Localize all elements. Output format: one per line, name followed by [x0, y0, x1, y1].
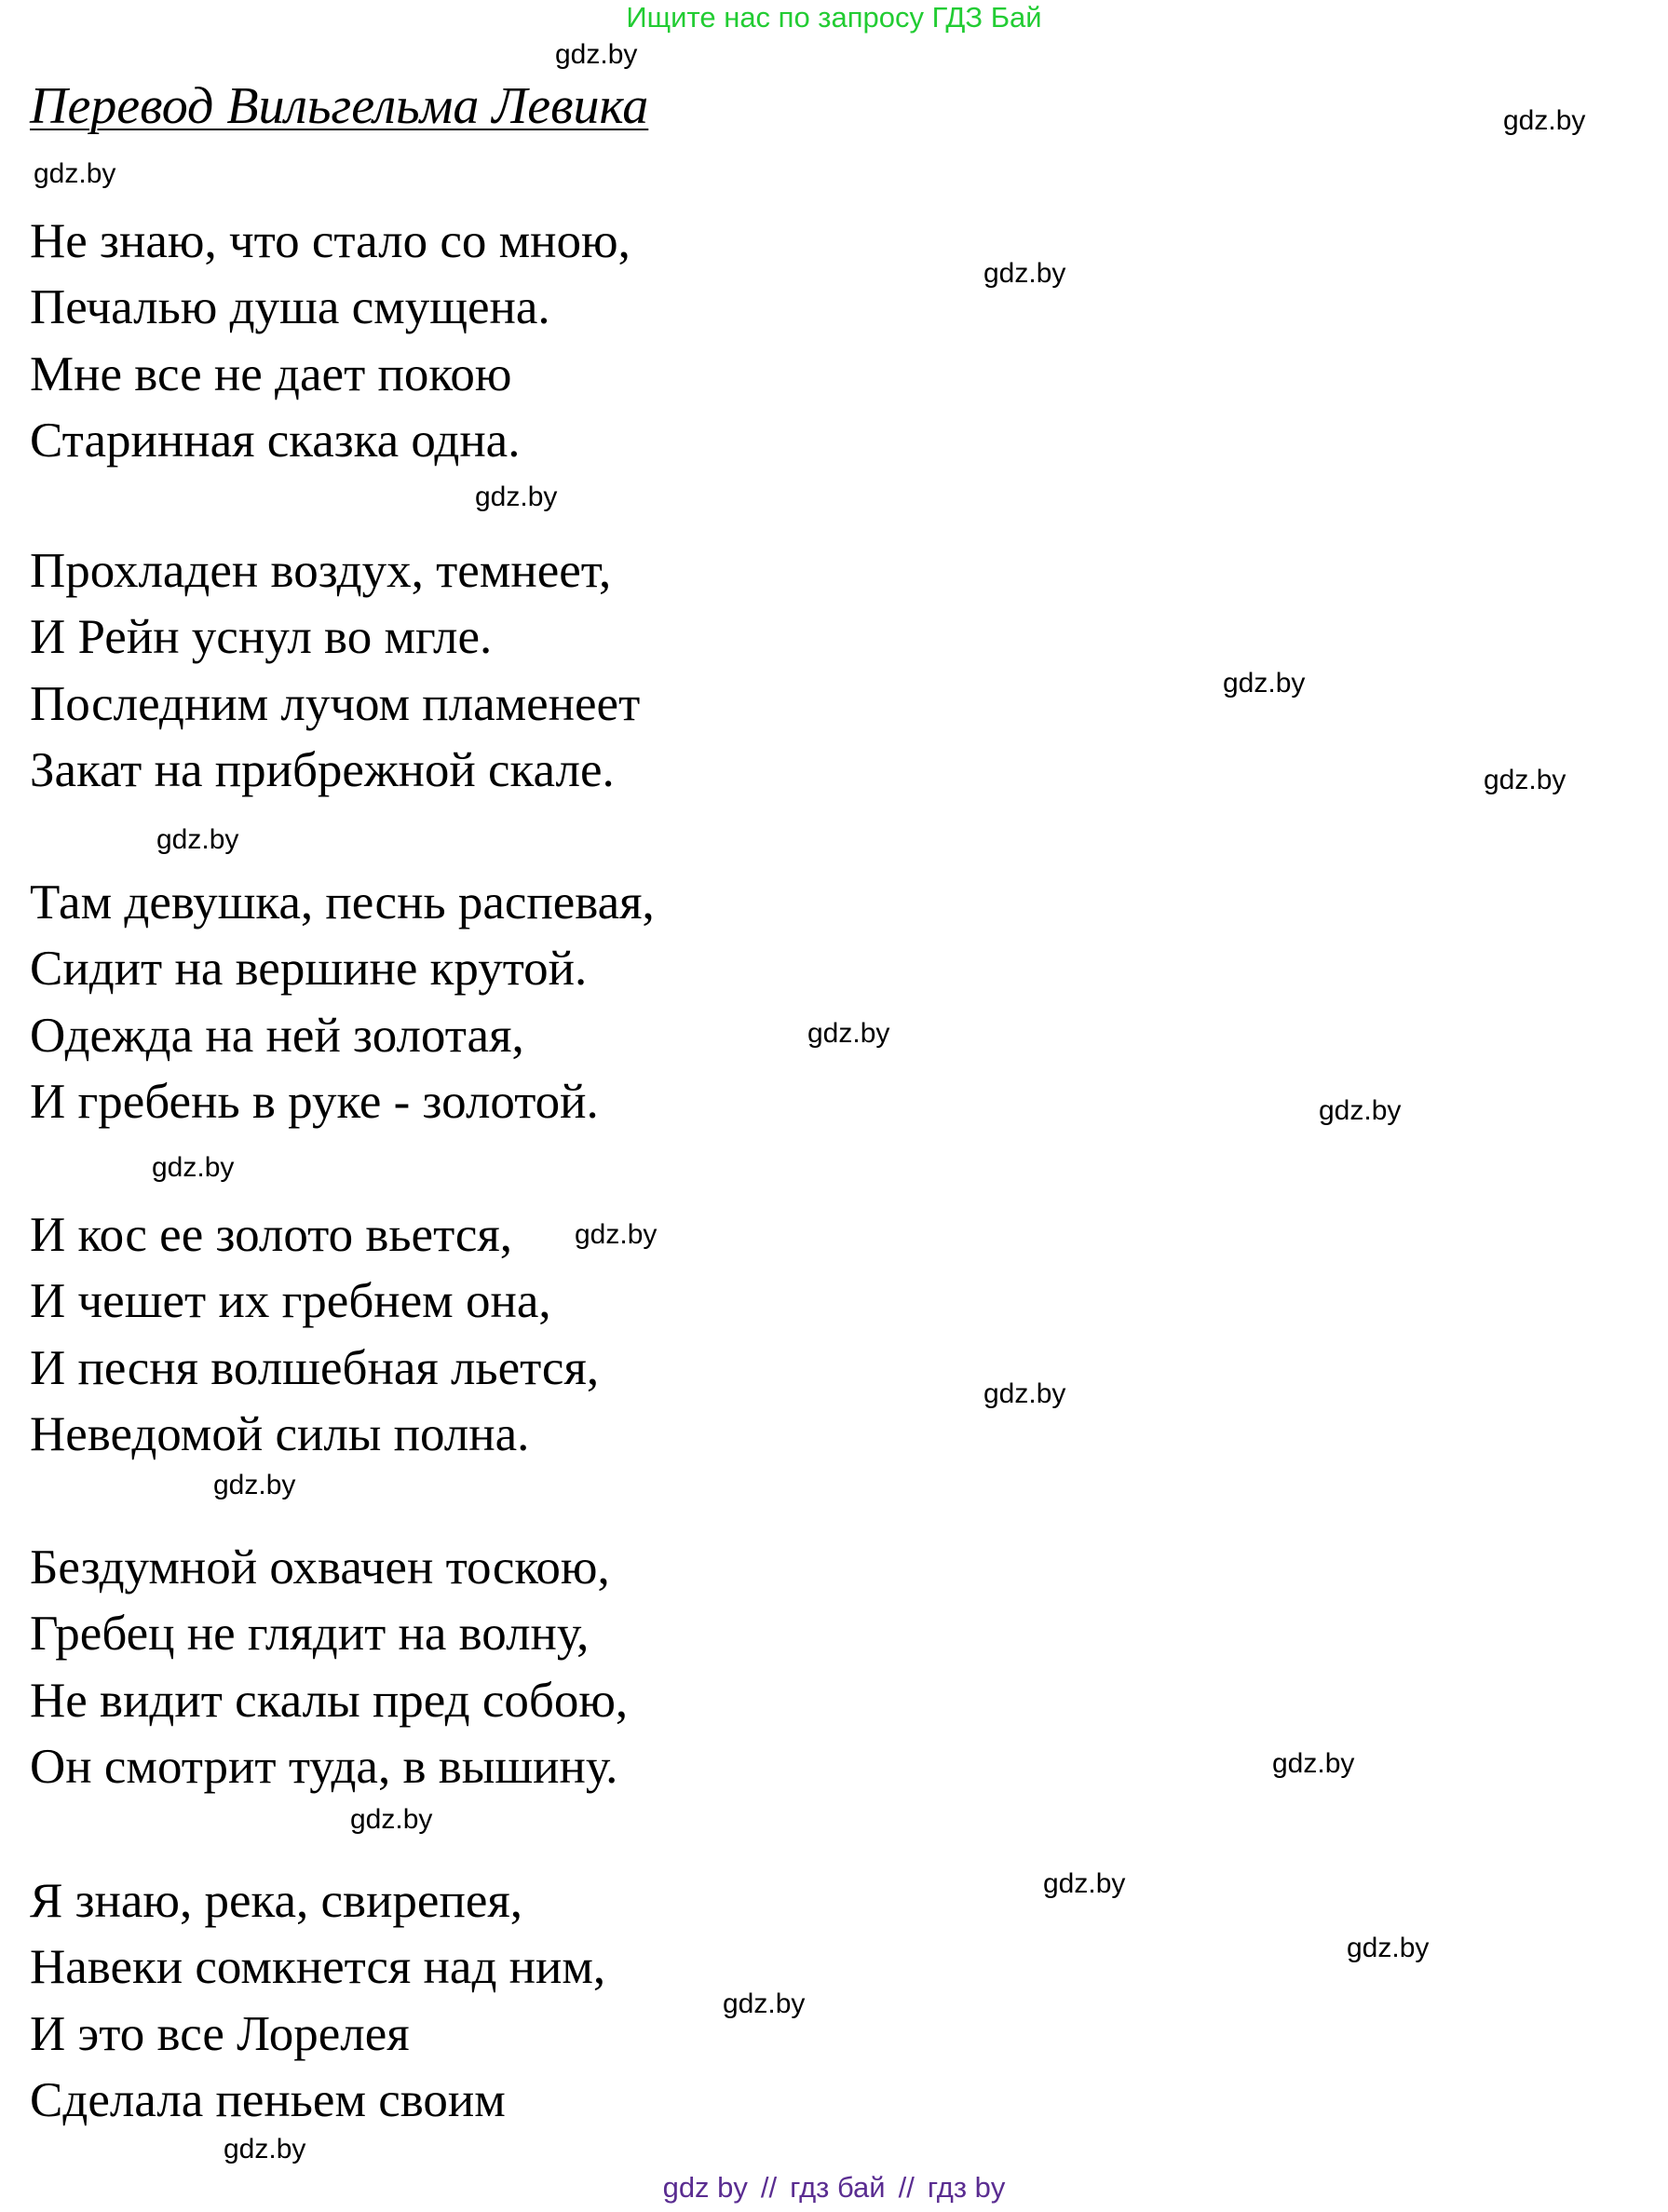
watermark-label: gdz.by	[723, 1988, 806, 2019]
poem-line: Я знаю, река, свирепея,	[30, 1874, 522, 1928]
stanza-5	[30, 1535, 628, 1800]
search-banner: Ищите нас по запросу ГДЗ Бай	[626, 1, 1042, 34]
poem-line: И гребень в руке - золотой.	[30, 1074, 599, 1129]
footer-part: гдз бай	[790, 2171, 886, 2204]
watermark-label: gdz.by	[475, 482, 558, 512]
poem-line: Он смотрит туда, в вышину.	[30, 1739, 618, 1794]
poem-line: И это все Лорелея	[30, 2006, 410, 2061]
watermark-label: gdz.by	[983, 1378, 1066, 1409]
stanza-6	[30, 1868, 605, 2134]
watermark-label: gdz.by	[224, 2134, 306, 2165]
footer-separator: //	[760, 2171, 778, 2204]
poem-line: Старинная сказка одна.	[30, 413, 521, 468]
poem-line: Не знаю, что стало со мною,	[30, 214, 631, 268]
poem-line: Сидит на вершине крутой.	[30, 942, 588, 997]
poem-line: И песня волшебная льется,	[30, 1340, 600, 1395]
watermark-label: gdz.by	[1347, 1933, 1430, 1963]
poem-line: Там девушка, песнь распевая,	[30, 875, 655, 930]
poem-line: И Рейн уснул во мгле.	[30, 610, 493, 665]
watermark-label: gdz.by	[156, 824, 239, 855]
watermark-label: gdz.by	[1223, 668, 1306, 699]
poem-line: Не видит скалы пред собою,	[30, 1673, 629, 1728]
poem-line: Последним лучом пламенеет	[30, 676, 641, 731]
poem-line: Сделала пеньем своим	[30, 2072, 506, 2127]
watermark-label: gdz.by	[34, 158, 116, 189]
poem-line: Одежда на ней золотая,	[30, 1008, 524, 1063]
footer-part: гдз by	[927, 2171, 1006, 2204]
footer-part: gdz by	[662, 2171, 748, 2204]
watermark-label: gdz.by	[1503, 105, 1586, 136]
watermark-label: gdz.by	[983, 258, 1066, 289]
watermark-label: gdz.by	[575, 1219, 658, 1250]
watermark-label: gdz.by	[1043, 1868, 1126, 1899]
watermark-label: gdz.by	[350, 1804, 433, 1835]
watermark-label: gdz.by	[152, 1152, 235, 1183]
stanza-1	[30, 209, 631, 474]
poem-line: Неведомой силы полна.	[30, 1406, 530, 1461]
watermark-label: gdz.by	[1272, 1748, 1355, 1779]
poem-line: И кос ее золото вьется,	[30, 1208, 513, 1262]
watermark-label: gdz.by	[1319, 1095, 1402, 1126]
poem-line: Мне все не дает покою	[30, 346, 512, 401]
footer-separator: //	[898, 2171, 915, 2204]
stanza-2	[30, 538, 640, 804]
poem-line: Навеки сомкнется над ним,	[30, 1940, 606, 1995]
poem-line: Бездумной охвачен тоскою,	[30, 1540, 610, 1595]
poem-line: Прохладен воздух, темнеет,	[30, 544, 612, 598]
poem-line: И чешет их гребнем она,	[30, 1274, 551, 1329]
watermark-label: gdz.by	[555, 39, 638, 70]
poem-title: Перевод Вильгельма Левика	[30, 77, 649, 135]
stanza-4	[30, 1202, 599, 1468]
poem-line: Закат на прибрежной скале.	[30, 742, 615, 797]
watermark-label: gdz.by	[1484, 765, 1566, 795]
poem-line: Печалью душа смущена.	[30, 280, 550, 335]
stanza-3	[30, 870, 655, 1135]
poem-line: Гребец не глядит на волну,	[30, 1607, 590, 1662]
footer-watermark	[0, 2170, 1668, 2205]
watermark-label: gdz.by	[807, 1018, 890, 1049]
watermark-label: gdz.by	[213, 1470, 296, 1500]
